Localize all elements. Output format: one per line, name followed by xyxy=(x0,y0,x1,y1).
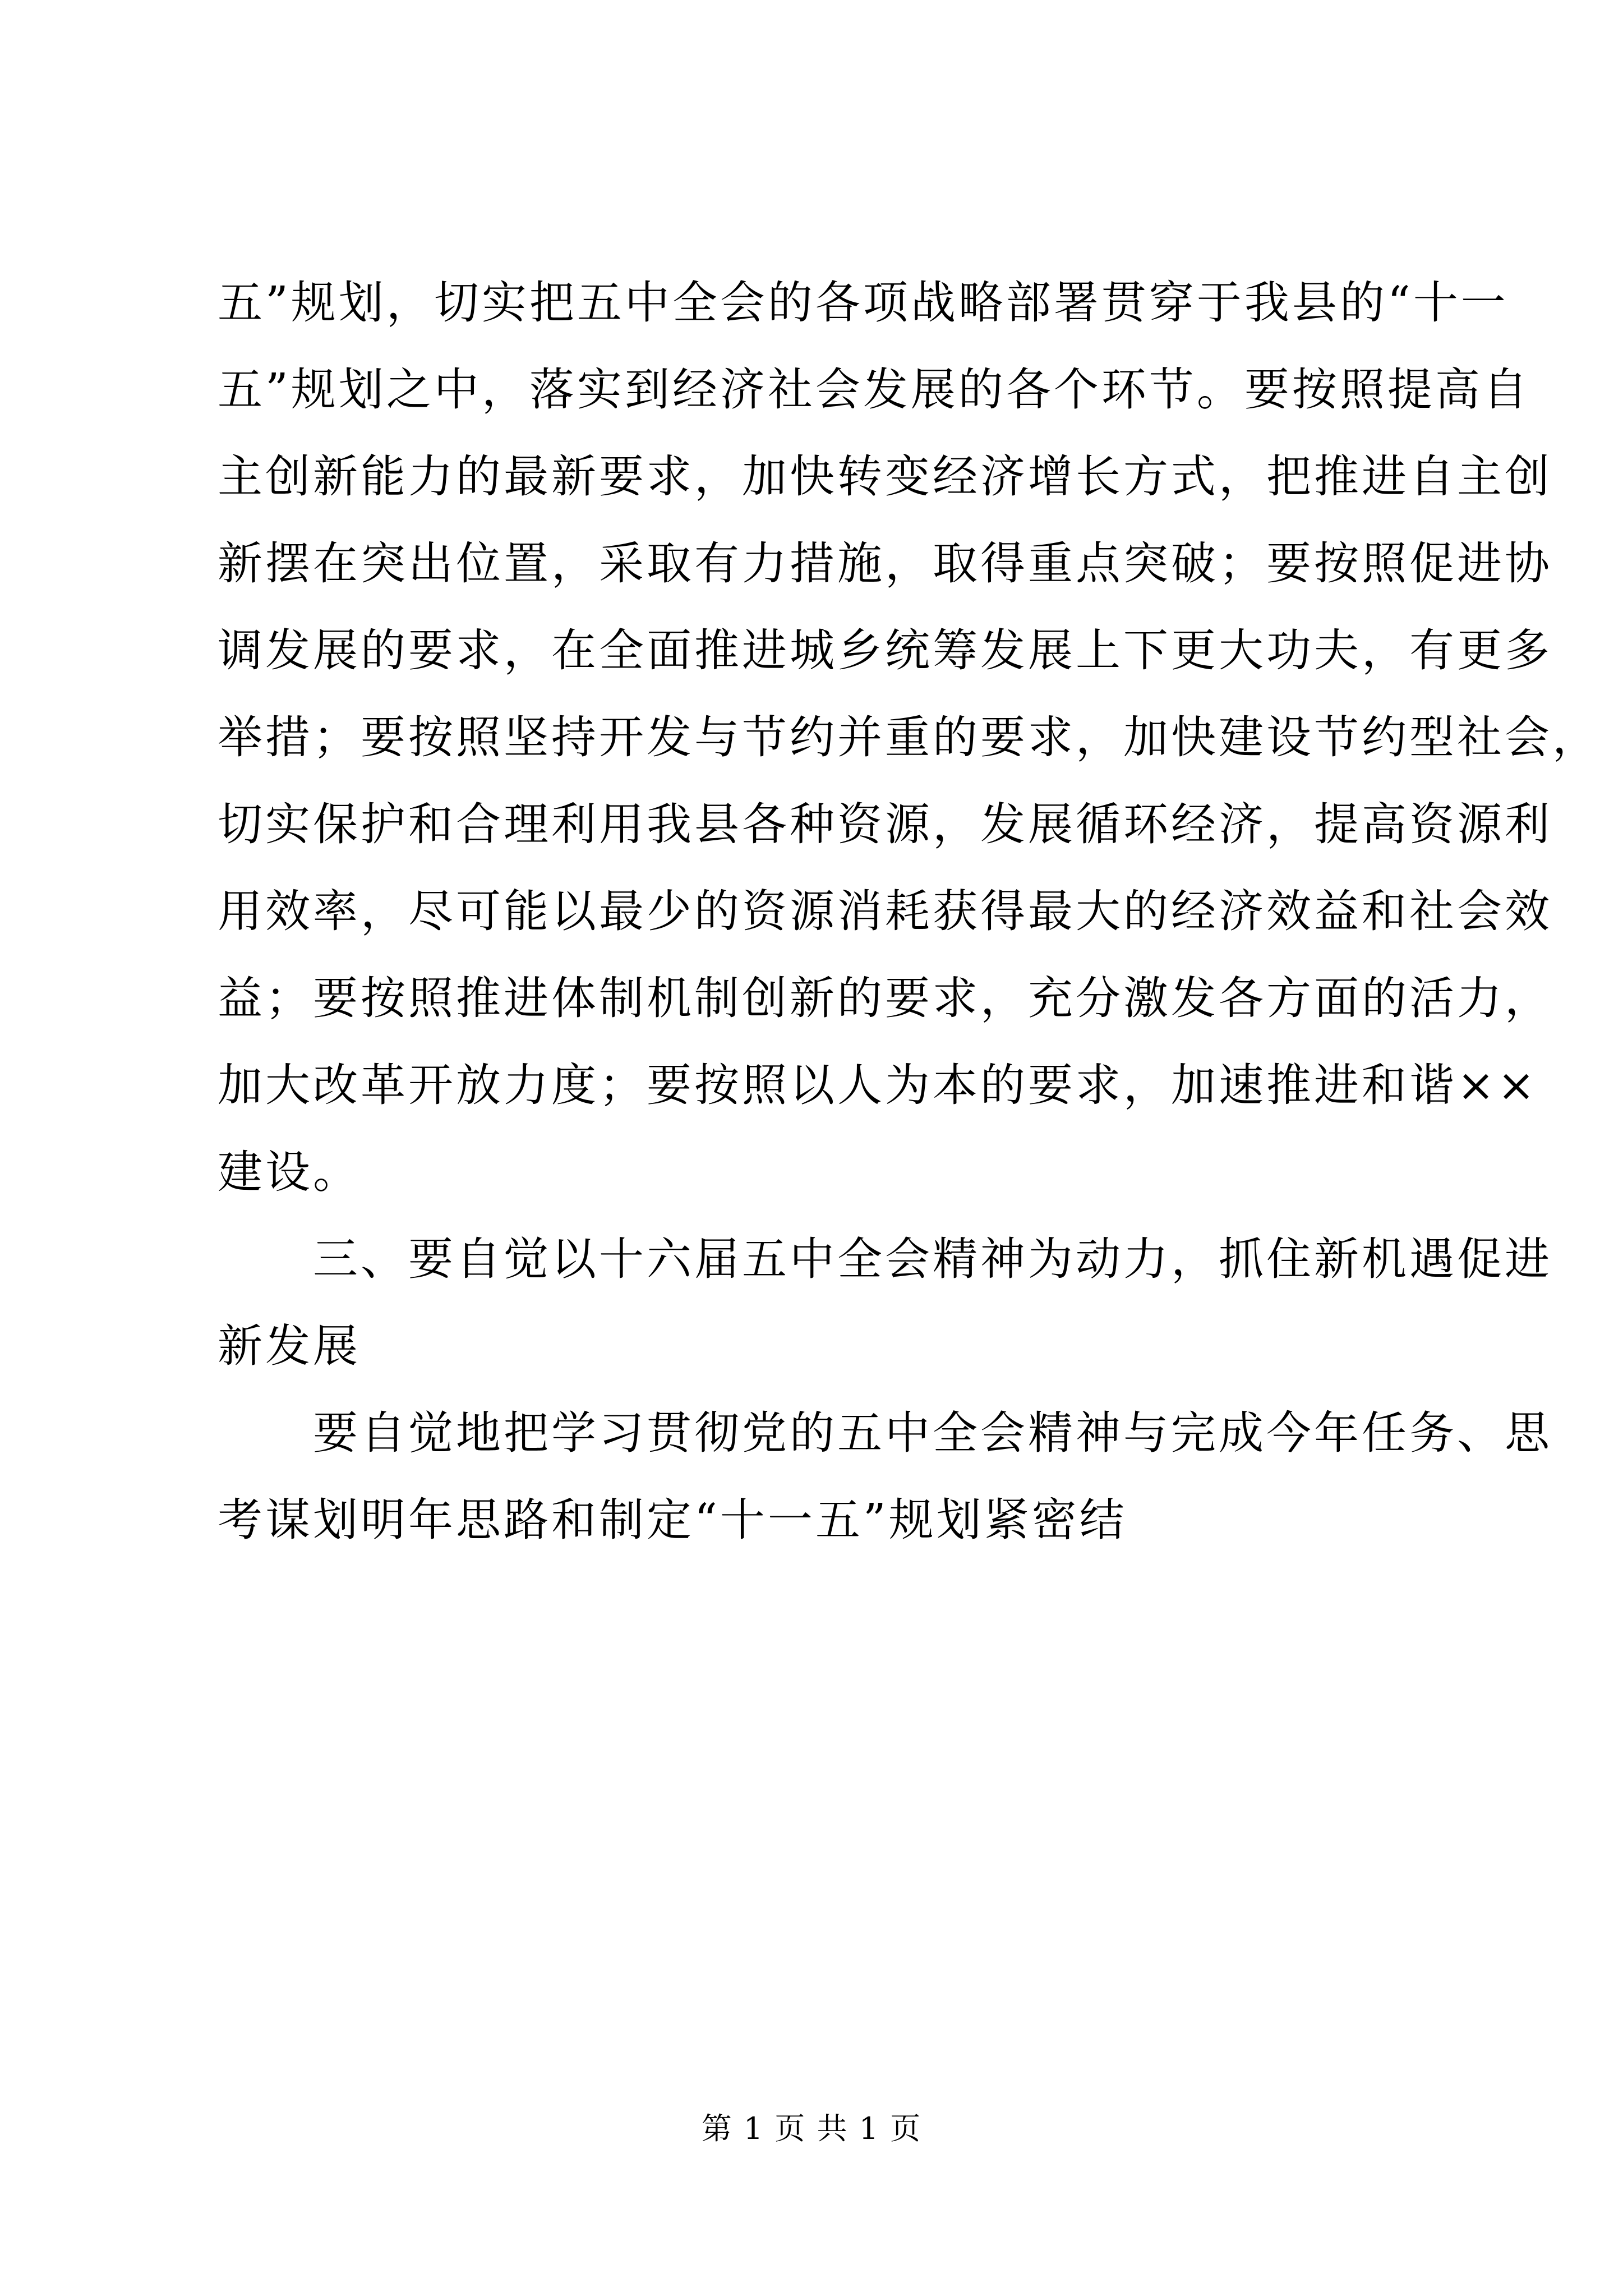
text-line: 益；要按照推进体制机制创新的要求，充分激发各方面的活力， xyxy=(218,972,1552,1024)
text-line: 调发展的要求，在全面推进城乡统筹发展上下更大功夫，有更多 xyxy=(218,624,1552,677)
text-line: 用效率，尽可能以最少的资源消耗获得最大的经济效益和社会效 xyxy=(218,885,1552,937)
section-heading-continued: 新发展 xyxy=(218,1320,361,1372)
text-line: 建设。 xyxy=(218,1146,361,1198)
text-line: 新摆在突出位置，采取有力措施，取得重点突破；要按照促进协 xyxy=(218,537,1552,590)
section-heading: 三、要自觉以十六届五中全会精神为动力，抓住新机遇促进 xyxy=(313,1233,1552,1285)
text-line: 加大改革开放力度；要按照以人为本的要求，加速推进和谐×× xyxy=(218,1059,1538,1111)
text-line: 五”规划之中，落实到经济社会发展的各个环节。要按照提高自 xyxy=(218,364,1530,416)
text-line: 考谋划明年思路和制定“十一五”规划紧密结 xyxy=(218,1494,1127,1546)
paragraph-start: 要自觉地把学习贯彻党的五中全会精神与完成今年任务、思 xyxy=(313,1407,1552,1459)
text-line: 五”规划，切实把五中全会的各项战略部署贯穿于我县的“十一 xyxy=(218,277,1509,329)
page-footer: 第 1 页 共 1 页 xyxy=(701,2111,922,2146)
text-line: 主创新能力的最新要求，加快转变经济增长方式，把推进自主创 xyxy=(218,450,1552,503)
text-line: 举措；要按照坚持开发与节约并重的要求，加快建设节约型社会， xyxy=(218,711,1600,763)
document-body xyxy=(218,259,1600,1563)
text-line: 切实保护和合理利用我县各种资源，发展循环经济，提高资源利 xyxy=(218,798,1552,850)
